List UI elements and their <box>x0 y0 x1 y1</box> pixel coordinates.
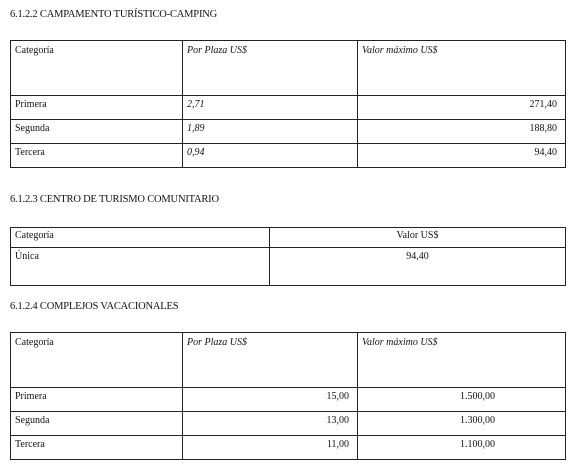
cell-valor: 1.100,00 <box>358 436 566 460</box>
cell-valor: 94,40 <box>358 144 566 168</box>
cell-categoria: Segunda <box>11 120 183 144</box>
cell-por-plaza: 2,71 <box>183 96 358 120</box>
turismo-comunitario-table <box>10 227 566 286</box>
cell-valor: 271,40 <box>358 96 566 120</box>
cell-valor: 1.300,00 <box>358 412 566 436</box>
header-por-plaza: Por Plaza US$ <box>183 41 358 96</box>
table-header-row <box>11 228 566 248</box>
header-categoria: Categoría <box>11 333 183 388</box>
cell-categoria: Tercera <box>11 436 183 460</box>
cell-valor: 1.500,00 <box>358 388 566 412</box>
header-por-plaza: Por Plaza US$ <box>183 333 358 388</box>
header-categoria: Categoría <box>11 41 183 96</box>
cell-por-plaza: 0,94 <box>183 144 358 168</box>
cell-categoria: Única <box>11 248 270 286</box>
cell-por-plaza: 11,00 <box>183 436 358 460</box>
cell-valor: 94,40 <box>270 248 566 286</box>
table-row <box>11 388 566 412</box>
header-valor-maximo: Valor máximo US$ <box>358 333 566 388</box>
header-valor: Valor US$ <box>270 228 566 248</box>
table-row <box>11 412 566 436</box>
header-valor-maximo: Valor máximo US$ <box>358 41 566 96</box>
table-row <box>11 96 566 120</box>
table-row <box>11 248 566 286</box>
table-row <box>11 144 566 168</box>
header-categoria: Categoría <box>11 228 270 248</box>
cell-categoria: Segunda <box>11 412 183 436</box>
section-title-turismo-comunitario: 6.1.2.3 CENTRO DE TURISMO COMUNITARIO <box>10 194 219 205</box>
cell-por-plaza: 13,00 <box>183 412 358 436</box>
complejos-vacacionales-table <box>10 332 566 460</box>
table-row <box>11 436 566 460</box>
table-header-row <box>11 41 566 96</box>
cell-por-plaza: 1,89 <box>183 120 358 144</box>
cell-categoria: Primera <box>11 388 183 412</box>
cell-valor: 188,80 <box>358 120 566 144</box>
cell-por-plaza: 15,00 <box>183 388 358 412</box>
table-header-row <box>11 333 566 388</box>
section-title-camping: 6.1.2.2 CAMPAMENTO TURÍSTICO-CAMPING <box>10 9 218 20</box>
cell-categoria: Tercera <box>11 144 183 168</box>
section-title-complejos-vacacionales: 6.1.2.4 COMPLEJOS VACACIONALES <box>10 301 179 312</box>
camping-table <box>10 40 566 168</box>
cell-categoria: Primera <box>11 96 183 120</box>
table-row <box>11 120 566 144</box>
